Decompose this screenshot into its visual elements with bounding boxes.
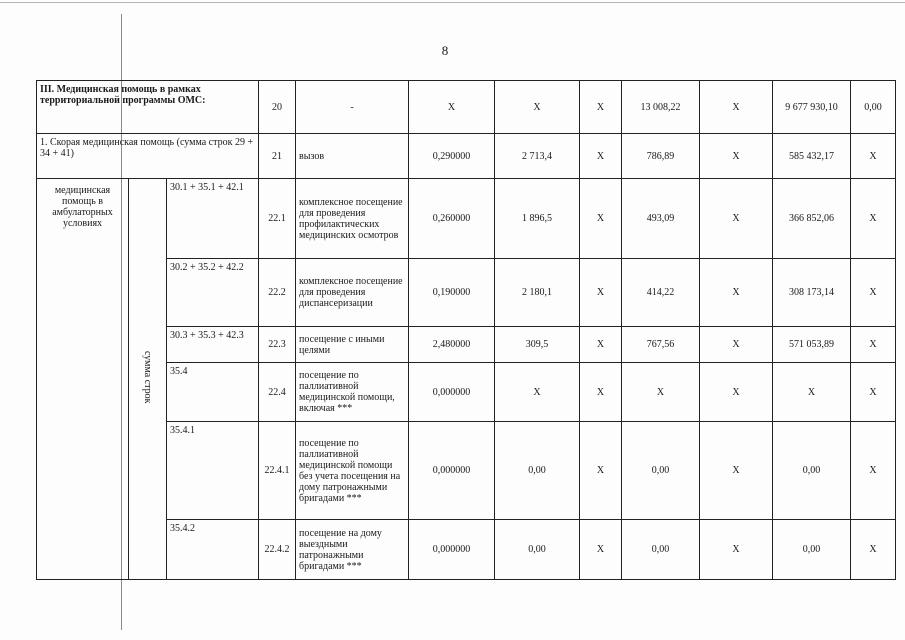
value-cell: 0,00 bbox=[495, 520, 580, 580]
unit-cell: комплексное посещение для проведения профилактических медицинских осмотров bbox=[296, 179, 409, 259]
formula-cell: 35.4.1 bbox=[167, 422, 259, 520]
table-row-22-1 bbox=[37, 179, 896, 259]
value-cell: X bbox=[580, 134, 622, 179]
unit-cell: посещение по паллиативной медицинской помощи, включая *** bbox=[296, 363, 409, 422]
value-cell: X bbox=[580, 179, 622, 259]
value-cell: 786,89 bbox=[622, 134, 700, 179]
value-cell: 585 432,17 bbox=[773, 134, 851, 179]
formula-cell: 35.4.2 bbox=[167, 520, 259, 580]
value-cell: X bbox=[409, 81, 495, 134]
oms-program-table bbox=[36, 80, 896, 580]
value-cell: 2,480000 bbox=[409, 327, 495, 363]
care-condition-label: медицинская помощь в амбулаторных условиях bbox=[37, 179, 129, 580]
value-cell: 0,290000 bbox=[409, 134, 495, 179]
value-cell: 308 173,14 bbox=[773, 259, 851, 327]
row-number: 22.4.1 bbox=[259, 422, 296, 520]
unit-cell: посещение по паллиативной медицинской помощи без учета посещения на дому патронажными бригадами *** bbox=[296, 422, 409, 520]
value-cell: X bbox=[851, 363, 896, 422]
row-number: 22.3 bbox=[259, 327, 296, 363]
value-cell: 414,22 bbox=[622, 259, 700, 327]
unit-cell: вызов bbox=[296, 134, 409, 179]
sum-of-rows-label: сумма строк bbox=[142, 351, 153, 404]
page-number: 8 bbox=[441, 43, 449, 58]
value-cell: X bbox=[700, 520, 773, 580]
value-cell: X bbox=[580, 81, 622, 134]
row-number: 22.4.2 bbox=[259, 520, 296, 580]
unit-cell: посещение с иными целями bbox=[296, 327, 409, 363]
value-cell: X bbox=[851, 259, 896, 327]
value-cell: 2 713,4 bbox=[495, 134, 580, 179]
value-cell: 13 008,22 bbox=[622, 81, 700, 134]
value-cell: X bbox=[851, 179, 896, 259]
row-number: 22.2 bbox=[259, 259, 296, 327]
value-cell: 0,00 bbox=[495, 422, 580, 520]
value-cell: X bbox=[700, 179, 773, 259]
value-cell: X bbox=[700, 422, 773, 520]
value-cell: X bbox=[700, 134, 773, 179]
value-cell: 9 677 930,10 bbox=[773, 81, 851, 134]
row-title: III. Медицинская помощь в рамках территориальной программы ОМС: bbox=[37, 81, 259, 134]
row-number: 22.4 bbox=[259, 363, 296, 422]
table-row-21 bbox=[37, 134, 896, 179]
value-cell: 0,260000 bbox=[409, 179, 495, 259]
row-number: 22.1 bbox=[259, 179, 296, 259]
table-row-20 bbox=[37, 81, 896, 134]
unit-cell: посещение на дому выездными патронажными бригадами *** bbox=[296, 520, 409, 580]
value-cell: 0,000000 bbox=[409, 520, 495, 580]
value-cell: 0,00 bbox=[773, 520, 851, 580]
value-cell: X bbox=[580, 520, 622, 580]
top-edge-rule bbox=[0, 2, 905, 3]
value-cell: 0,000000 bbox=[409, 422, 495, 520]
row-number: 20 bbox=[259, 81, 296, 134]
formula-cell: 35.4 bbox=[167, 363, 259, 422]
value-cell: X bbox=[700, 81, 773, 134]
formula-cell: 30.1 + 35.1 + 42.1 bbox=[167, 179, 259, 259]
value-cell: X bbox=[700, 259, 773, 327]
value-cell: X bbox=[851, 422, 896, 520]
value-cell: 366 852,06 bbox=[773, 179, 851, 259]
value-cell: X bbox=[622, 363, 700, 422]
value-cell: 2 180,1 bbox=[495, 259, 580, 327]
value-cell: X bbox=[700, 363, 773, 422]
value-cell: 0,00 bbox=[622, 520, 700, 580]
value-cell: X bbox=[495, 363, 580, 422]
value-cell: 0,000000 bbox=[409, 363, 495, 422]
sum-of-rows-label-cell bbox=[129, 179, 167, 580]
value-cell: 0,190000 bbox=[409, 259, 495, 327]
value-cell: 767,56 bbox=[622, 327, 700, 363]
value-cell: X bbox=[495, 81, 580, 134]
value-cell: 0,00 bbox=[773, 422, 851, 520]
row-title: 1. Скорая медицинская помощь (сумма строк 29 + 34 + 41) bbox=[37, 134, 259, 179]
unit-cell: комплексное посещение для проведения диспансеризации bbox=[296, 259, 409, 327]
value-cell: 0,00 bbox=[851, 81, 896, 134]
value-cell: X bbox=[851, 134, 896, 179]
value-cell: X bbox=[580, 422, 622, 520]
value-cell: 0,00 bbox=[622, 422, 700, 520]
formula-cell: 30.2 + 35.2 + 42.2 bbox=[167, 259, 259, 327]
value-cell: 1 896,5 bbox=[495, 179, 580, 259]
value-cell: 571 053,89 bbox=[773, 327, 851, 363]
value-cell: X bbox=[851, 520, 896, 580]
formula-cell: 30.3 + 35.3 + 42.3 bbox=[167, 327, 259, 363]
value-cell: 493,09 bbox=[622, 179, 700, 259]
value-cell: 309,5 bbox=[495, 327, 580, 363]
value-cell: X bbox=[580, 327, 622, 363]
value-cell: X bbox=[773, 363, 851, 422]
value-cell: X bbox=[851, 327, 896, 363]
value-cell: X bbox=[580, 259, 622, 327]
value-cell: X bbox=[580, 363, 622, 422]
unit-cell: - bbox=[296, 81, 409, 134]
value-cell: X bbox=[700, 327, 773, 363]
row-number: 21 bbox=[259, 134, 296, 179]
